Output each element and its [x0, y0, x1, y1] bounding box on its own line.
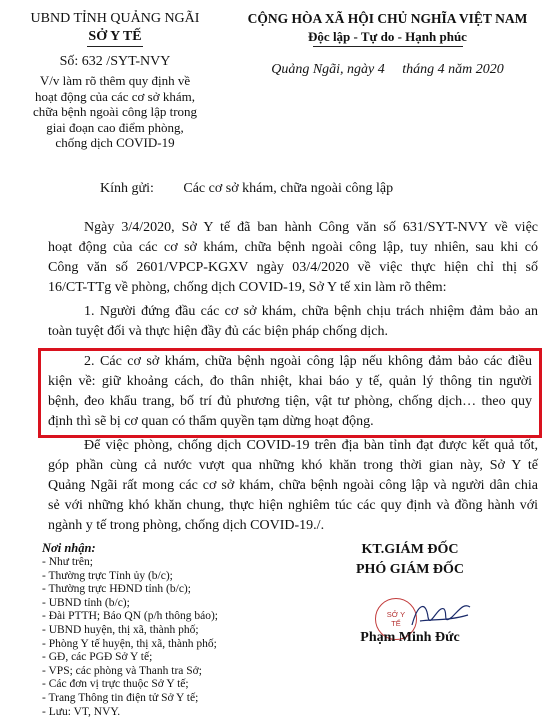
recipients-block	[42, 540, 272, 719]
dept-underline	[87, 46, 143, 47]
signature-block	[300, 540, 520, 580]
item-1-paragraph	[48, 302, 538, 342]
text-line: định thì sẽ bị cơ quan có thẩm quyền tạm dừng hoạt động.	[48, 414, 374, 429]
greeting	[100, 181, 520, 197]
header-left	[10, 10, 220, 151]
subject-line: chống dịch COVID-19	[55, 135, 175, 150]
intro-paragraph	[48, 218, 538, 298]
text-line: ngành y tế trong phòng, chống dịch COVID-19./.	[48, 518, 325, 533]
recipient-item: - Thường trực Tỉnh ủy (b/c);	[42, 569, 173, 582]
header-right	[235, 10, 540, 79]
signer-name: Phạm Minh Đức	[360, 630, 460, 645]
recipient-item: - Trang Thông tin điện tử Sở Y tế;	[42, 691, 199, 704]
document-date: Quảng Ngãi, ngày 4 tháng 4 năm 2020	[271, 62, 504, 77]
text-line: 1. Người đứng đầu các cơ sở khám, chữa bệnh chịu trách nhiệm đảm bảo an	[84, 304, 538, 319]
org-name: UBND TỈNH QUẢNG NGÃI	[30, 11, 200, 26]
text-line: 16/CT-TTg về phòng, chống dịch COVID-19, Sở Y tế xin làm rõ thêm:	[48, 280, 447, 295]
text-line: bệnh, đeo khẩu trang, bố trí đủ phương tiện, vật tư phòng, chống dịch… theo quy	[48, 394, 532, 409]
recipient-item: - Đài PTTH; Báo QN (p/h thông báo);	[42, 610, 218, 623]
document-number: Số: 632 /SYT-NVY	[59, 54, 171, 69]
subject-line: chữa bệnh ngoài công lập trong	[32, 104, 198, 119]
text-line: Công văn số 2601/VPCP-KGXV ngày 03/4/2020 về việc thực hiện chỉ thị số	[48, 260, 538, 275]
recipient-item: - GĐ, các PGĐ Sở Y tế;	[42, 651, 153, 664]
text-line: sẻ với những khó khăn chung, thực hiện nghiêm túc các quy định và đồng hành với	[48, 498, 538, 513]
text-line: toàn tuyệt đối và thực hiện đầy đủ các biện pháp chống dịch.	[48, 324, 388, 339]
document-subject	[10, 73, 220, 151]
text-line: Để việc phòng, chống dịch COVID-19 trên địa bàn tỉnh đạt được kết quả tốt,	[84, 438, 538, 453]
text-line: kiện về: giữ khoảng cách, đo thân nhiệt, khai báo y tế, quản lý thông tin người	[48, 374, 532, 389]
recipient-item: - VPS; các phòng và Thanh tra Sở;	[42, 664, 202, 677]
subject-line: giai đoạn cao điểm phòng,	[46, 119, 184, 135]
greeting-label: Kính gửi:	[100, 181, 154, 196]
recipient-item: - Phòng Y tế huyện, thị xã, thành phố;	[42, 637, 217, 650]
text-line: Quảng Ngãi rất mong các cơ sở khám, chữa bệnh ngoài công lập và người dân chia	[48, 478, 538, 493]
dept-name: SỞ Y TẾ	[88, 29, 142, 44]
motto-underline	[313, 46, 463, 47]
recipient-item: - Thường trực HĐND tỉnh (b/c);	[42, 583, 191, 596]
greeting-recipient: Các cơ sở khám, chữa ngoài công lập	[183, 181, 394, 196]
recipient-item: - Lưu: VT, NVY.	[42, 705, 121, 718]
recipient-item: - Như trên;	[42, 556, 93, 568]
text-line: Ngày 3/4/2020, Sở Y tế đã ban hành Công văn số 631/SYT-NVY về việc	[84, 220, 538, 235]
text-line: hoạt động của các cơ sở khám, chữa bệnh ngoài công lập, tuy nhiên, sau khi có	[48, 240, 538, 255]
recipient-item: - UBND tỉnh (b/c);	[42, 596, 130, 609]
text-line: góp phần cùng cả nước vượt qua những khó khăn trong thời gian này, Sở Y tế	[48, 458, 538, 473]
text-line: 2. Các cơ sở khám, chữa bệnh ngoài công lập nếu không đảm bảo các điều	[84, 354, 532, 369]
recipient-item: - Các đơn vị trực thuộc Sở Y tế;	[42, 678, 189, 691]
national-motto: Độc lập - Tự do - Hạnh phúc	[308, 29, 467, 44]
signature-subtitle: PHÓ GIÁM ĐỐC	[355, 562, 465, 577]
signature-title: KT.GIÁM ĐỐC	[361, 542, 459, 557]
subject-line: hoạt động của các cơ sở khám,	[35, 88, 195, 104]
item-2-paragraph	[48, 352, 532, 432]
recipient-item: - UBND huyện, thị xã, thành phố;	[42, 623, 199, 636]
recipients-title: Nơi nhận:	[42, 541, 96, 555]
closing-paragraph	[48, 436, 538, 536]
nation-name: CỘNG HÒA XÃ HỘI CHỦ NGHĨA VIỆT NAM	[247, 11, 528, 26]
subject-line: V/v làm rõ thêm quy định về	[39, 73, 191, 88]
stamp-text: SỞ Y TẾ	[386, 610, 406, 628]
